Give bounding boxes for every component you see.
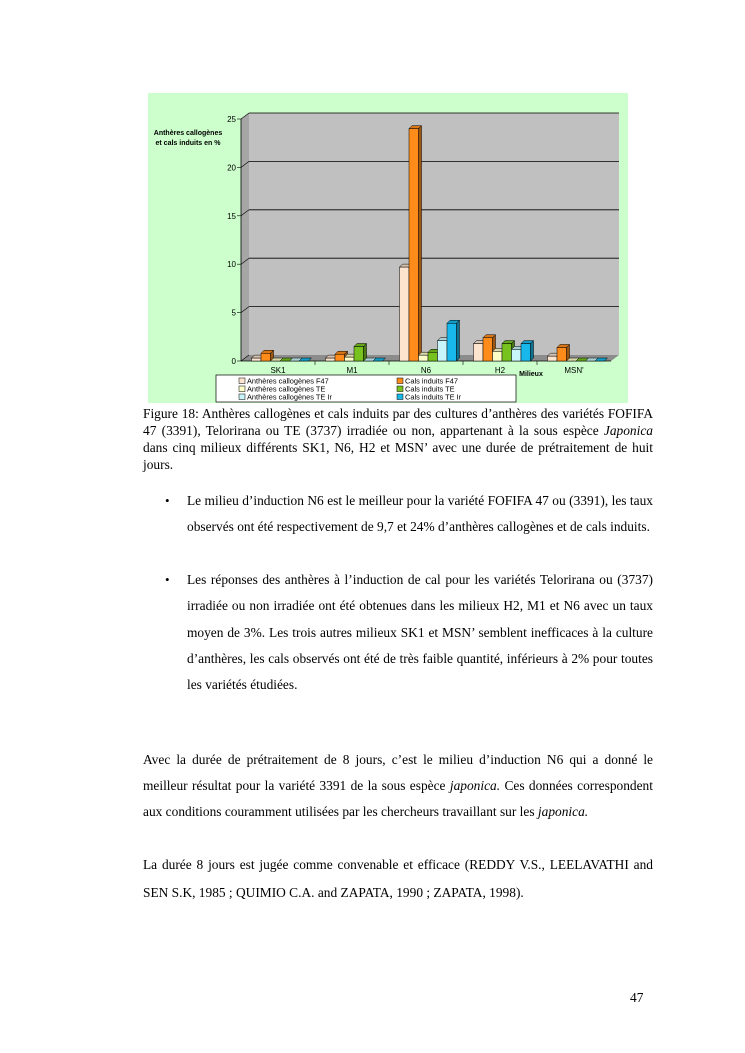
bar (261, 350, 274, 361)
bullet-text: Le milieu d’induction N6 est le meilleur pour la variété FOFIFA 47 ou (3391), les taux observés ont été respectivement de 9,7 et 24% d’anthères callogènes et de cals induits. (187, 493, 653, 535)
bar-side (457, 320, 460, 361)
plot-area (249, 113, 619, 355)
legend-swatch (397, 394, 403, 400)
y-tick-label: 20 (227, 163, 236, 173)
plot-side-wall (241, 113, 249, 361)
bullet-text: Les réponses des anthères à l’induction de cal pour les variétés Telorirana ou (3737) irradiée ou non irradiée ont été obtenues dans les milieux H2, M1 et N6 avec un taux moyen de 3%. Les trois autres milieux SK1 et MSN’ semblent inefficaces à la culture d’anthères, les cals observés ont été de très faible quantité, inférieurs à 2% pour toutes les variétés étudiées. (187, 571, 653, 693)
bar-front (512, 349, 522, 361)
legend-swatch (397, 386, 403, 392)
legend-swatch (239, 394, 245, 400)
body-paragraph-1 (143, 747, 653, 825)
bar-front (400, 267, 410, 361)
body-paragraph-2: La durée 8 jours est jugée comme convenable et efficace (REDDY V.S., LEELAVATHI and SEN S.K, 1985 ; QUIMIO C.A. and ZAPATA, 1990 ; ZAPATA, 1998). (143, 857, 653, 900)
bullet-item (143, 488, 653, 541)
bar (354, 343, 367, 361)
bar-front (345, 357, 355, 361)
x-axis-label: Milieux (519, 371, 543, 378)
bar-front (483, 338, 493, 361)
bar-front (354, 346, 364, 361)
legend-label: Cals induits TE Ir (405, 392, 462, 402)
bar-front (409, 129, 419, 361)
bar-chart (148, 93, 628, 403)
bullet-icon: • (165, 493, 170, 508)
y-tick-label: 10 (227, 260, 236, 270)
paragraph-italic-1: japonica. (449, 778, 501, 793)
bullet-list (143, 488, 653, 699)
paragraph-text-2: Ces données correspondent aux conditions couramment utilisées par les chercheurs travaillant sur les (143, 778, 653, 819)
y-axis-label-line2: et cals induits en % (155, 140, 221, 147)
bar-front (474, 344, 484, 361)
legend-swatch (397, 378, 403, 384)
legend-swatch (239, 378, 245, 384)
legend-label: Anthères callogènes F47 (247, 376, 329, 386)
y-axis-label-line1: Anthères callogènes (153, 130, 223, 137)
bullet-icon: • (165, 571, 170, 587)
bar-front (335, 354, 345, 361)
bar-front (493, 351, 503, 361)
legend-swatch (239, 386, 245, 392)
chart-svg (148, 93, 628, 403)
bar-front (548, 356, 558, 361)
x-tick-label: N6 (420, 366, 432, 375)
bar-front (502, 344, 512, 361)
bar (447, 320, 460, 361)
bar-front (428, 352, 438, 361)
bullet-item (143, 567, 653, 699)
y-tick-label: 5 (231, 308, 236, 318)
bar-front (438, 341, 448, 361)
x-tick-label: MSN' (564, 366, 584, 375)
bar-side (531, 341, 534, 361)
bar-side (419, 126, 422, 361)
legend-label: Anthères callogènes TE Ir (247, 392, 332, 402)
figure-caption (143, 405, 653, 473)
legend-label: Anthères callogènes TE (247, 384, 326, 394)
y-tick-label: 15 (227, 211, 236, 221)
bar-front (521, 344, 531, 361)
bar (409, 126, 422, 361)
bar-front (252, 358, 262, 361)
caption-text-1: Figure 18: Anthères callogènes et cals induits par des cultures d’anthères des variétés FOFIFA 47 (3391), Telorirana ou TE (3737) irradiée ou non, appartenant à la sous espèce (143, 406, 653, 438)
caption-italic: Japonica (603, 423, 653, 438)
bar (521, 341, 534, 361)
x-tick-label: M1 (346, 366, 358, 375)
x-tick-label: H2 (494, 366, 506, 375)
x-tick-label: SK1 (270, 366, 286, 375)
bar (557, 344, 570, 361)
paragraph-text-1: Avec la durée de prétraitement de 8 jours, c’est le milieu d’induction N6 qui a donné le meilleur résultat pour la variété 3391 de la sous espèce (143, 752, 653, 793)
bar-front (419, 355, 429, 361)
y-tick-label: 0 (231, 357, 236, 366)
paragraph-italic-2: japonica. (537, 804, 589, 819)
page-number: 47 (630, 990, 644, 1005)
bar-front (557, 347, 567, 361)
y-tick-label: 25 (227, 115, 236, 124)
bar-front (326, 358, 336, 361)
caption-text-2: dans cinq milieux différents SK1, N6, H2 et MSN’ avec une durée de prétraitement de huit jours. (143, 440, 653, 472)
legend-label: Cals induits TE (405, 384, 455, 394)
legend-label: Cals induits F47 (405, 376, 458, 386)
bar-front (447, 323, 457, 361)
bar-front (261, 353, 271, 361)
